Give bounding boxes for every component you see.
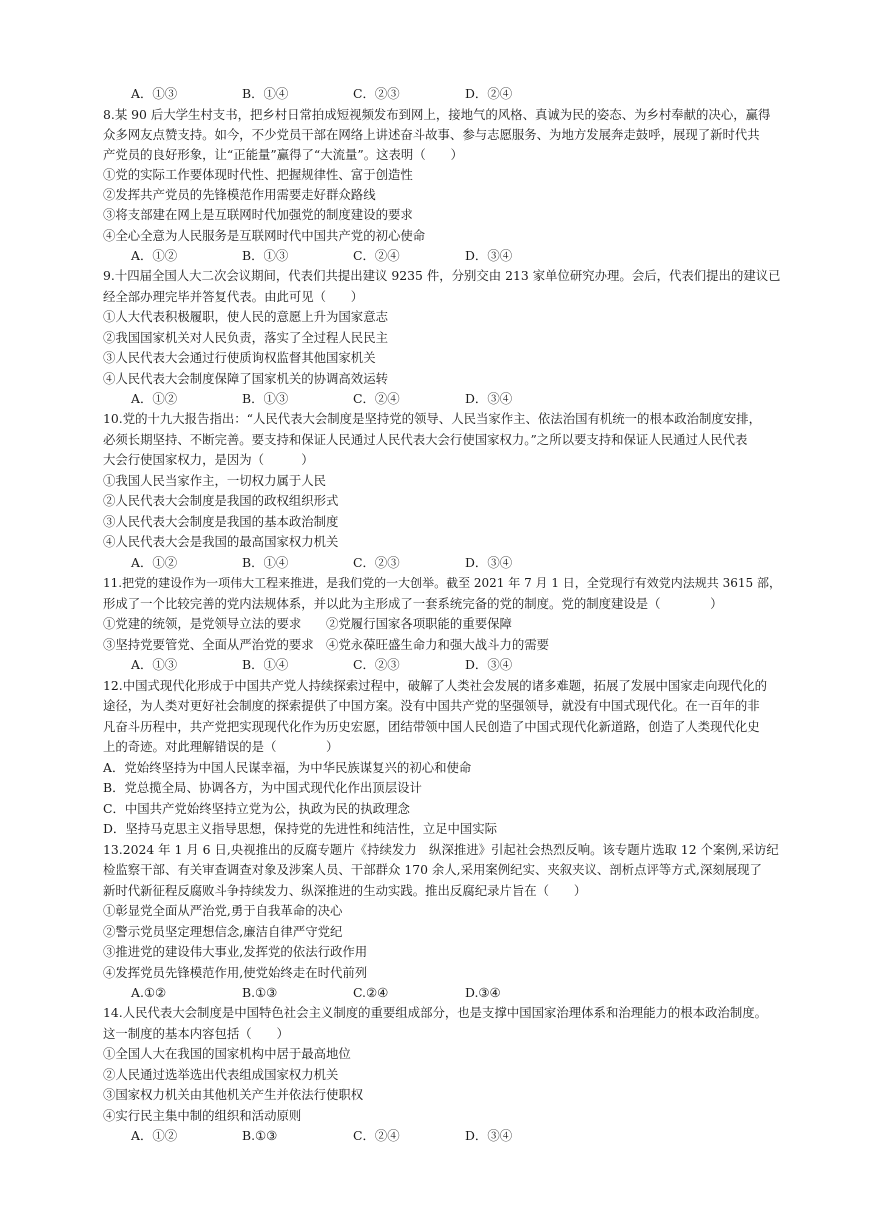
question-8-statement-4: ④全心全意为人民服务是互联网时代中国共产党的初心使命 bbox=[103, 228, 426, 243]
option-d: D．③④ bbox=[465, 657, 513, 672]
question-12-option-d: D．坚持马克思主义指导思想，保持党的先进性和纯洁性，立足中国实际 bbox=[103, 821, 498, 836]
option-b: B．①④ bbox=[242, 657, 289, 672]
question-11-statements-1-2: ①党建的统领，是党领导立法的要求 ②党履行国家各项职能的重要保障 bbox=[103, 616, 512, 631]
option-a: A．①② bbox=[131, 248, 178, 263]
question-13-stem-line-3: 新时代新征程反腐败斗争持续发力、纵深推进的生动实践。推出反腐纪录片旨在（ ） bbox=[103, 883, 587, 898]
option-b: B．①④ bbox=[242, 555, 289, 570]
question-10-stem-line-3: 大会行使国家权力，是因为（ ） bbox=[103, 452, 314, 467]
question-11-stem-line-1: 11.把党的建设作为一项伟大工程来推进，是我们党的一大创举。截至 2021 年 7 月 1 日，全党现行有效党内法规共 3615 部， bbox=[103, 576, 781, 590]
option-c: C．②③ bbox=[353, 86, 400, 101]
option-a: A．①③ bbox=[131, 657, 178, 672]
question-12-option-b: B．党总揽全局、协调各方，为中国式现代化作出顶层设计 bbox=[103, 780, 422, 795]
question-10-stem-line-2: 必须长期坚持、不断完善。要支持和保证人民通过人民代表大会行使国家权力。”之所以要支持和保证人民通过人民代表 bbox=[103, 432, 748, 447]
option-a: A．①③ bbox=[131, 86, 178, 101]
question-9-statement-3: ③人民代表大会通过行使质询权监督其他国家机关 bbox=[103, 350, 376, 365]
question-12-stem-line-1: 12.中国式现代化形成于中国共产党人持续探索过程中，破解了人类社会发展的诸多难题，拓展了发展中国家走向现代化的 bbox=[103, 678, 768, 693]
option-c: C．②③ bbox=[353, 657, 400, 672]
question-13-statement-2: ②警示党员坚定理想信念,廉洁自律严守党纪 bbox=[103, 924, 343, 939]
question-9-statement-1: ①人大代表积极履职，使人民的意愿上升为国家意志 bbox=[103, 309, 388, 324]
option-b: B.①③ bbox=[242, 985, 278, 1000]
option-d: D．②④ bbox=[465, 86, 513, 101]
question-8-stem-line-2: 众多网友点赞支持。如今，不少党员干部在网络上讲述奋斗故事、参与志愿服务、为地方发展奔走鼓呼，展现了新时代共 bbox=[103, 127, 760, 142]
question-14-statement-3: ③国家权力机关由其他机关产生并依法行使职权 bbox=[103, 1087, 364, 1102]
question-12-stem-line-3: 凡奋斗历程中，共产党把实现现代化作为历史宏愿，团结带领中国人民创造了中国式现代化新道路，创造了人类现代化史 bbox=[103, 719, 760, 734]
question-10-stem-line-1: 10.党的十九大报告指出：“人民代表大会制度是坚持党的领导、人民当家作主、依法治国有机统一的根本政治制度安排， bbox=[103, 411, 761, 426]
question-9-stem-line-1: 9.十四届全国人大二次会议期间，代表们共提出建议 9235 件，分别交由 213 家单位研究办理。会后，代表们提出的建议已 bbox=[103, 268, 781, 283]
question-9-statement-2: ②我国国家机关对人民负责，落实了全过程人民民主 bbox=[103, 330, 388, 345]
option-a: A．①② bbox=[131, 555, 178, 570]
option-c: C.②④ bbox=[353, 985, 389, 1000]
option-c: C．②④ bbox=[353, 1128, 400, 1143]
option-c: C．②③ bbox=[353, 555, 400, 570]
option-d: D．③④ bbox=[465, 1128, 513, 1143]
question-10-statement-3: ③人民代表大会制度是我国的基本政治制度 bbox=[103, 514, 339, 529]
question-10-statement-2: ②人民代表大会制度是我国的政权组织形式 bbox=[103, 493, 339, 508]
question-13-stem-line-1: 13.2024 年 1 月 6 日,央视推出的反腐专题片《持续发力 纵深推进》引起社会热烈反响。该专题片选取 12 个案例,采访纪 bbox=[103, 842, 779, 857]
question-14-stem-line-1: 14.人民代表大会制度是中国特色社会主义制度的重要组成部分，也是支撑中国国家治理体系和治理能力的根本政治制度。 bbox=[103, 1005, 768, 1020]
question-14-statement-4: ④实行民主集中制的组织和活动原则 bbox=[103, 1108, 302, 1123]
question-11-stem-line-2: 形成了一个比较完善的党内法规体系，并以此为主形成了一套系统完备的党的制度。党的制度建设是（ ） bbox=[103, 596, 723, 611]
question-8-statement-3: ③将支部建在网上是互联网时代加强党的制度建设的要求 bbox=[103, 207, 413, 222]
question-9-stem-line-2: 经全部办理完毕并答复代表。由此可见（ ） bbox=[103, 289, 364, 304]
question-12-stem-line-2: 途径，为人类对更好社会制度的探索提供了中国方案。没有中国共产党的坚强领导，就没有中国式现代化。在一百年的非 bbox=[103, 698, 760, 713]
question-8-stem-line-1: 8.某 90 后大学生村支书，把乡村日常拍成短视频发布到网上，接地气的风格、真诚为民的姿态、为乡村奉献的决心，赢得 bbox=[103, 107, 771, 122]
option-c: C．②④ bbox=[353, 391, 400, 406]
question-9-statement-4: ④人民代表大会制度保障了国家机关的协调高效运转 bbox=[103, 371, 388, 386]
question-11-statements-3-4: ③坚持党要管党、全面从严治党的要求 ④党永葆旺盛生命力和强大战斗力的需要 bbox=[103, 637, 550, 652]
question-14-statement-1: ①全国人大在我国的国家机构中居于最高地位 bbox=[103, 1046, 351, 1061]
option-c: C．②④ bbox=[353, 248, 400, 263]
option-a: A．①② bbox=[131, 1128, 178, 1143]
option-b: B．①③ bbox=[242, 391, 289, 406]
question-13-statement-3: ③推进党的建设伟大事业,发挥党的依法行政作用 bbox=[103, 944, 368, 959]
option-a: A.①② bbox=[131, 985, 167, 1000]
question-14-statement-2: ②人民通过选举选出代表组成国家权力机关 bbox=[103, 1067, 339, 1082]
option-a: A．①② bbox=[131, 391, 178, 406]
question-12-stem-line-4: 上的奇迹。对此理解错误的是（ ） bbox=[103, 739, 339, 754]
question-12-option-c: C．中国共产党始终坚持立党为公，执政为民的执政理念 bbox=[103, 801, 410, 816]
question-13-statement-1: ①彰显党全面从严治党,勇于自我革命的决心 bbox=[103, 903, 343, 918]
question-13-stem-line-2: 检监察干部、有关审查调查对象及涉案人员、干部群众 170 余人,采用案例纪实、夹叙夹议、剖析点评等方式,深刻展现了 bbox=[103, 862, 762, 877]
question-8-statement-2: ②发挥共产党员的先锋模范作用需要走好群众路线 bbox=[103, 187, 376, 202]
option-d: D．③④ bbox=[465, 391, 513, 406]
question-14-stem-line-2: 这一制度的基本内容包括（ ） bbox=[103, 1026, 289, 1041]
option-b: B.①③ bbox=[242, 1128, 278, 1143]
question-10-statement-1: ①我国人民当家作主，一切权力属于人民 bbox=[103, 473, 327, 488]
question-8-stem-line-3: 产党员的良好形象，让“正能量”赢得了“大流量”。这表明（ ） bbox=[103, 147, 463, 162]
question-10-statement-4: ④人民代表大会是我国的最高国家权力机关 bbox=[103, 534, 339, 549]
option-d: D．③④ bbox=[465, 555, 513, 570]
option-b: B．①③ bbox=[242, 248, 289, 263]
question-13-statement-4: ④发挥党员先锋模范作用,使党始终走在时代前列 bbox=[103, 965, 368, 980]
option-d: D．③④ bbox=[465, 248, 513, 263]
option-b: B．①④ bbox=[242, 86, 289, 101]
question-12-option-a: A．党始终坚持为中国人民谋幸福，为中华民族谋复兴的初心和使命 bbox=[103, 760, 472, 775]
question-8-statement-1: ①党的实际工作要体现时代性、把握规律性、富于创造性 bbox=[103, 167, 413, 182]
option-d: D.③④ bbox=[465, 985, 501, 1000]
